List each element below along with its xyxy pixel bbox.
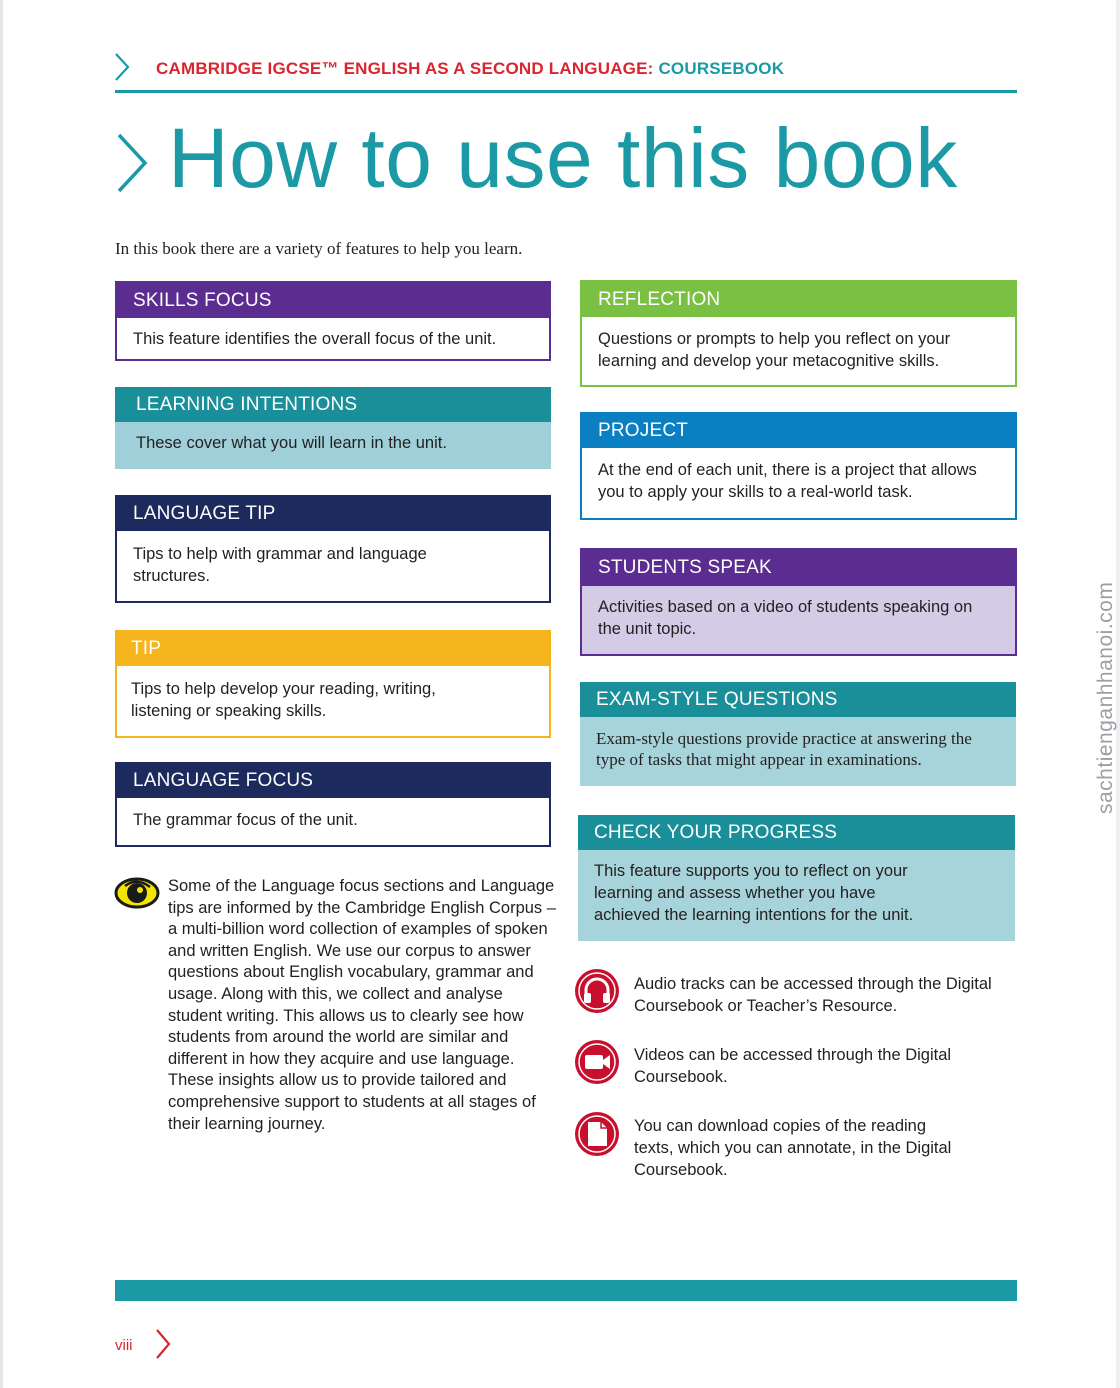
media-audio-text: Audio tracks can be accessed through the Digital Coursebook or Teacher’s Resource. xyxy=(634,975,992,1015)
feature-box-tip xyxy=(115,630,551,738)
feature-description: This feature identifies the overall focus of the unit. xyxy=(117,318,549,359)
feature-box-language-tip xyxy=(115,495,551,603)
feature-box-check-your-progress xyxy=(578,815,1015,941)
feature-title: TIP xyxy=(117,632,549,666)
running-header-series: CAMBRIDGE IGCSE™ ENGLISH AS A SECOND LANGUAGE: xyxy=(156,59,659,78)
feature-description: Tips to help develop your reading, writing, listening or speaking skills. xyxy=(117,666,549,736)
feature-description: Tips to help with grammar and language structures. xyxy=(117,531,549,601)
feature-title: LANGUAGE FOCUS xyxy=(117,764,549,798)
video-camera-icon xyxy=(573,1038,621,1086)
running-header-book: COURSEBOOK xyxy=(658,59,785,78)
headphones-icon xyxy=(573,967,621,1015)
feature-title: STUDENTS SPEAK xyxy=(582,550,1015,586)
feature-description: Exam-style questions provide practice at answering the type of tasks that might appear in examinations. xyxy=(580,717,1016,786)
feature-box-skills-focus xyxy=(115,281,551,361)
feature-box-exam-style-questions xyxy=(580,682,1016,786)
feature-description: These cover what you will learn in the unit. xyxy=(115,422,551,469)
feature-title: PROJECT xyxy=(582,414,1015,448)
feature-description: The grammar focus of the unit. xyxy=(117,798,549,845)
header-rule xyxy=(115,90,1017,93)
feature-box-reflection xyxy=(580,280,1017,387)
feature-description: Questions or prompts to help you reflect on your learning and develop your metacognitive skills. xyxy=(582,317,1015,385)
header-chevron-icon xyxy=(112,52,132,82)
feature-description: This feature supports you to reflect on your learning and assess whether you have achieved the learning intentions for the unit. xyxy=(578,850,1015,941)
intro-text: In this book there are a variety of features to help you learn. xyxy=(115,239,523,258)
media-download-text: You can download copies of the reading texts, which you can annotate, in the Digital Coursebook. xyxy=(634,1117,952,1179)
feature-title: SKILLS FOCUS xyxy=(117,283,549,318)
page-number: viii xyxy=(115,1337,133,1354)
feature-title: LEARNING INTENTIONS xyxy=(115,387,551,422)
media-video-text: Videos can be accessed through the Digital Coursebook. xyxy=(634,1046,952,1086)
feature-description: At the end of each unit, there is a project that allows you to apply your skills to a real-world task. xyxy=(582,448,1015,518)
footer-bar xyxy=(115,1280,1017,1301)
feature-title: CHECK YOUR PROGRESS xyxy=(578,815,1015,850)
watermark: sachtienganhhanoi.com xyxy=(1094,581,1117,814)
feature-title: EXAM-STYLE QUESTIONS xyxy=(580,682,1016,717)
page-title: How to use this book xyxy=(168,111,958,205)
running-header xyxy=(156,59,784,79)
feature-box-language-focus xyxy=(115,762,551,847)
title-chevron-icon xyxy=(114,132,150,194)
feature-box-project xyxy=(580,412,1017,520)
page-edge-shadow xyxy=(0,0,3,1388)
footer-chevron-icon xyxy=(154,1328,172,1360)
eye-icon xyxy=(113,875,161,911)
feature-box-students-speak xyxy=(580,548,1017,656)
document-icon xyxy=(573,1110,621,1158)
feature-box-learning-intentions xyxy=(115,387,551,469)
feature-title: LANGUAGE TIP xyxy=(117,497,549,531)
feature-title: REFLECTION xyxy=(582,282,1015,317)
corpus-note: Some of the Language focus sections and Language tips are informed by the Cambridge English Corpus – a multi-billion word collection of examples of spoken and written English. We use our corpus to answer questions about English vocabulary, grammar and usage. Along with this, we collect and analyse student writing. This allows us to clearly see how students from around the world are similar and different in how they acquire and use language. These insights allow us to provide tailored and comprehensive support to students at all stages of their learning journey. xyxy=(168,877,556,1133)
feature-description: Activities based on a video of students speaking on the unit topic. xyxy=(582,586,1015,654)
